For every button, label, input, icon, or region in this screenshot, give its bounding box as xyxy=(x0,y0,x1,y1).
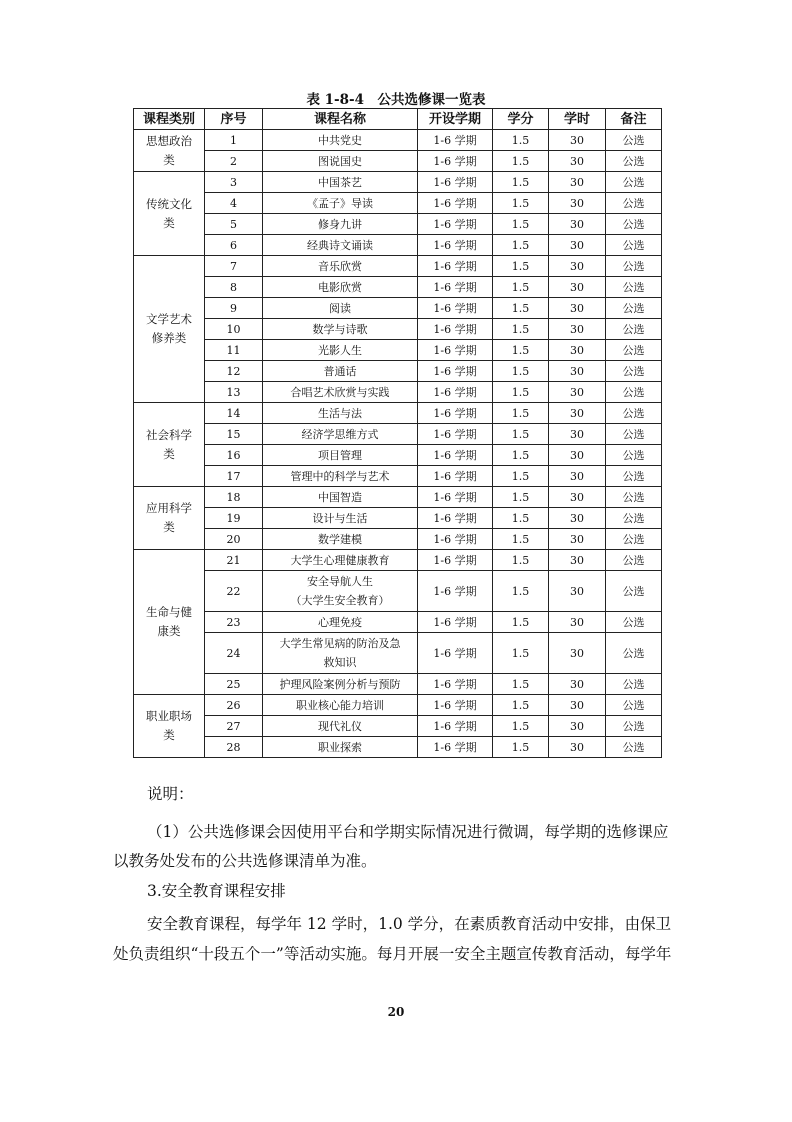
hours-cell: 30 xyxy=(549,361,606,382)
table-row xyxy=(134,674,662,695)
category-label-line: 类 xyxy=(163,446,175,461)
note-cell: 公选 xyxy=(606,172,662,193)
note-cell: 公选 xyxy=(606,508,662,529)
course-name-cell: 数学建模 xyxy=(263,529,418,550)
course-name-line: 安全导航人生 xyxy=(307,575,373,588)
table-row xyxy=(134,235,662,256)
elective-course-table xyxy=(133,108,662,758)
note-cell: 公选 xyxy=(606,674,662,695)
category-label-line: 生命与健 xyxy=(146,605,192,619)
term-cell: 1-6 学期 xyxy=(418,298,493,319)
term-cell: 1-6 学期 xyxy=(418,319,493,340)
number-cell: 22 xyxy=(205,571,263,612)
credit-cell: 1.5 xyxy=(493,716,549,737)
term-cell: 1-6 学期 xyxy=(418,277,493,298)
course-name-cell: 中国茶艺 xyxy=(263,172,418,193)
credit-cell: 1.5 xyxy=(493,612,549,633)
hours-cell: 30 xyxy=(549,256,606,277)
number-cell: 10 xyxy=(205,319,263,340)
course-name-cell: 管理中的科学与艺术 xyxy=(263,466,418,487)
course-name-cell: 《孟子》导读 xyxy=(263,193,418,214)
number-cell: 4 xyxy=(205,193,263,214)
table-row xyxy=(134,571,662,612)
term-cell: 1-6 学期 xyxy=(418,508,493,529)
credit-cell: 1.5 xyxy=(493,674,549,695)
credit-cell: 1.5 xyxy=(493,571,549,612)
table-row xyxy=(134,214,662,235)
category-cell xyxy=(134,695,205,758)
course-name-cell: 阅读 xyxy=(263,298,418,319)
category-cell xyxy=(134,403,205,487)
credit-cell: 1.5 xyxy=(493,737,549,758)
credit-cell: 1.5 xyxy=(493,695,549,716)
category-label-line: 康类 xyxy=(157,624,181,638)
credit-cell: 1.5 xyxy=(493,424,549,445)
header-number: 序号 xyxy=(205,109,263,130)
table-row xyxy=(134,529,662,550)
note-cell: 公选 xyxy=(606,382,662,403)
table-row xyxy=(134,716,662,737)
credit-cell: 1.5 xyxy=(493,529,549,550)
hours-cell: 30 xyxy=(549,550,606,571)
note-cell: 公选 xyxy=(606,151,662,172)
term-cell: 1-6 学期 xyxy=(418,674,493,695)
credit-cell: 1.5 xyxy=(493,256,549,277)
hours-cell: 30 xyxy=(549,214,606,235)
page-number: 20 xyxy=(387,1005,405,1019)
course-name-cell: 心理免疫 xyxy=(263,612,418,633)
hours-cell: 30 xyxy=(549,403,606,424)
hours-cell: 30 xyxy=(549,529,606,550)
note-cell: 公选 xyxy=(606,319,662,340)
credit-cell: 1.5 xyxy=(493,340,549,361)
course-name-cell: 修身九讲 xyxy=(263,214,418,235)
table-row xyxy=(134,612,662,633)
hours-cell: 30 xyxy=(549,277,606,298)
note-cell: 公选 xyxy=(606,403,662,424)
explanation-label: 说明： xyxy=(147,785,194,803)
note-cell: 公选 xyxy=(606,633,662,674)
hours-cell: 30 xyxy=(549,571,606,612)
number-cell: 15 xyxy=(205,424,263,445)
note-cell: 公选 xyxy=(606,612,662,633)
course-name-cell: 设计与生活 xyxy=(263,508,418,529)
number-cell: 3 xyxy=(205,172,263,193)
credit-cell: 1.5 xyxy=(493,214,549,235)
table-header-row xyxy=(134,109,662,130)
table-row xyxy=(134,172,662,193)
number-cell: 9 xyxy=(205,298,263,319)
hours-cell: 30 xyxy=(549,466,606,487)
table-row xyxy=(134,633,662,674)
number-cell: 16 xyxy=(205,445,263,466)
table-row xyxy=(134,277,662,298)
hours-cell: 30 xyxy=(549,487,606,508)
hours-cell: 30 xyxy=(549,612,606,633)
course-name-cell: 光影人生 xyxy=(263,340,418,361)
term-cell: 1-6 学期 xyxy=(418,256,493,277)
paragraph-line-1: 安全教育课程，每学年 12 学时，1.0 学分，在素质教育活动中安排，由保卫 xyxy=(147,915,672,933)
number-cell: 28 xyxy=(205,737,263,758)
table-row xyxy=(134,382,662,403)
course-name-cell: 现代礼仪 xyxy=(263,716,418,737)
category-label-line: 类 xyxy=(163,215,175,230)
hours-cell: 30 xyxy=(549,695,606,716)
hours-cell: 30 xyxy=(549,445,606,466)
number-cell: 24 xyxy=(205,633,263,674)
course-name-cell: 项目管理 xyxy=(263,445,418,466)
course-name-line: 大学生常见病的防治及急 xyxy=(279,637,401,650)
hours-cell: 30 xyxy=(549,235,606,256)
table-row xyxy=(134,695,662,716)
header-category: 课程类别 xyxy=(134,109,205,130)
table-row xyxy=(134,130,662,151)
course-name-cell: 电影欣赏 xyxy=(263,277,418,298)
term-cell: 1-6 学期 xyxy=(418,466,493,487)
number-cell: 13 xyxy=(205,382,263,403)
category-label-line: 思想政治 xyxy=(146,133,192,148)
course-name-cell: 护理风险案例分析与预防 xyxy=(263,674,418,695)
credit-cell: 1.5 xyxy=(493,382,549,403)
credit-cell: 1.5 xyxy=(493,550,549,571)
category-cell xyxy=(134,256,205,403)
number-cell: 20 xyxy=(205,529,263,550)
course-name-cell xyxy=(263,633,418,674)
hours-cell: 30 xyxy=(549,382,606,403)
credit-cell: 1.5 xyxy=(493,319,549,340)
note-cell: 公选 xyxy=(606,695,662,716)
credit-cell: 1.5 xyxy=(493,361,549,382)
course-name-line: 救知识 xyxy=(323,656,357,669)
course-name-cell: 普通话 xyxy=(263,361,418,382)
note-cell: 公选 xyxy=(606,130,662,151)
header-term: 开设学期 xyxy=(418,109,493,130)
hours-cell: 30 xyxy=(549,193,606,214)
credit-cell: 1.5 xyxy=(493,298,549,319)
term-cell: 1-6 学期 xyxy=(418,529,493,550)
term-cell: 1-6 学期 xyxy=(418,612,493,633)
number-cell: 26 xyxy=(205,695,263,716)
category-label-line: 文学艺术 xyxy=(146,312,192,326)
credit-cell: 1.5 xyxy=(493,172,549,193)
table-row xyxy=(134,151,662,172)
hours-cell: 30 xyxy=(549,319,606,340)
number-cell: 2 xyxy=(205,151,263,172)
number-cell: 12 xyxy=(205,361,263,382)
credit-cell: 1.5 xyxy=(493,277,549,298)
number-cell: 19 xyxy=(205,508,263,529)
term-cell: 1-6 学期 xyxy=(418,445,493,466)
term-cell: 1-6 学期 xyxy=(418,550,493,571)
table-row xyxy=(134,361,662,382)
term-cell: 1-6 学期 xyxy=(418,424,493,445)
note-cell: 公选 xyxy=(606,256,662,277)
term-cell: 1-6 学期 xyxy=(418,130,493,151)
table-row xyxy=(134,298,662,319)
category-label-line: 类 xyxy=(163,152,175,167)
course-name-cell: 生活与法 xyxy=(263,403,418,424)
table-row xyxy=(134,550,662,571)
note-cell: 公选 xyxy=(606,235,662,256)
course-name-cell: 职业探索 xyxy=(263,737,418,758)
course-name-cell: 音乐欣赏 xyxy=(263,256,418,277)
header-hours: 学时 xyxy=(549,109,606,130)
course-name-cell: 大学生心理健康教育 xyxy=(263,550,418,571)
note-cell: 公选 xyxy=(606,716,662,737)
term-cell: 1-6 学期 xyxy=(418,382,493,403)
table-row xyxy=(134,403,662,424)
category-label-line: 传统文化 xyxy=(146,196,192,211)
note-cell: 公选 xyxy=(606,424,662,445)
credit-cell: 1.5 xyxy=(493,633,549,674)
category-cell xyxy=(134,487,205,550)
credit-cell: 1.5 xyxy=(493,466,549,487)
note-cell: 公选 xyxy=(606,529,662,550)
hours-cell: 30 xyxy=(549,424,606,445)
term-cell: 1-6 学期 xyxy=(418,737,493,758)
note-cell: 公选 xyxy=(606,445,662,466)
hours-cell: 30 xyxy=(549,340,606,361)
number-cell: 7 xyxy=(205,256,263,277)
credit-cell: 1.5 xyxy=(493,235,549,256)
note-cell: 公选 xyxy=(606,298,662,319)
hours-cell: 30 xyxy=(549,298,606,319)
table-body xyxy=(134,130,662,758)
category-label-line: 社会科学 xyxy=(146,427,192,442)
number-cell: 8 xyxy=(205,277,263,298)
course-name-cell: 经济学思维方式 xyxy=(263,424,418,445)
table-row xyxy=(134,193,662,214)
number-cell: 25 xyxy=(205,674,263,695)
category-label-line: 修养类 xyxy=(151,331,187,345)
hours-cell: 30 xyxy=(549,633,606,674)
hours-cell: 30 xyxy=(549,130,606,151)
credit-cell: 1.5 xyxy=(493,193,549,214)
table-row xyxy=(134,466,662,487)
category-label-line: 职业职场 xyxy=(146,709,192,723)
number-cell: 14 xyxy=(205,403,263,424)
term-cell: 1-6 学期 xyxy=(418,716,493,737)
course-name-cell xyxy=(263,571,418,612)
hours-cell: 30 xyxy=(549,151,606,172)
note-cell: 公选 xyxy=(606,737,662,758)
section-heading: 3.安全教育课程安排 xyxy=(147,882,286,900)
header-course-name: 课程名称 xyxy=(263,109,418,130)
table-row xyxy=(134,487,662,508)
paragraph-line-2: 处负责组织“十段五个一”等活动实施。每月开展一安全主题宣传教育活动，每学年 xyxy=(113,945,672,963)
category-cell xyxy=(134,172,205,256)
table-row xyxy=(134,508,662,529)
term-cell: 1-6 学期 xyxy=(418,633,493,674)
term-cell: 1-6 学期 xyxy=(418,214,493,235)
table-caption: 表 1-8-4 公共选修课一览表 xyxy=(306,92,486,108)
course-name-cell: 合唱艺术欣赏与实践 xyxy=(263,382,418,403)
hours-cell: 30 xyxy=(549,674,606,695)
note-cell: 公选 xyxy=(606,193,662,214)
note-cell: 公选 xyxy=(606,214,662,235)
credit-cell: 1.5 xyxy=(493,508,549,529)
course-name-cell: 图说国史 xyxy=(263,151,418,172)
table-row xyxy=(134,445,662,466)
number-cell: 21 xyxy=(205,550,263,571)
term-cell: 1-6 学期 xyxy=(418,235,493,256)
term-cell: 1-6 学期 xyxy=(418,361,493,382)
category-label-line: 类 xyxy=(163,728,175,742)
note-cell: 公选 xyxy=(606,340,662,361)
table-row xyxy=(134,737,662,758)
category-label-line: 应用科学 xyxy=(146,501,192,515)
hours-cell: 30 xyxy=(549,716,606,737)
note-cell: 公选 xyxy=(606,466,662,487)
note-cell: 公选 xyxy=(606,361,662,382)
header-note: 备注 xyxy=(606,109,662,130)
note-cell: 公选 xyxy=(606,277,662,298)
course-name-cell: 职业核心能力培训 xyxy=(263,695,418,716)
note-cell: 公选 xyxy=(606,550,662,571)
table-row xyxy=(134,319,662,340)
number-cell: 6 xyxy=(205,235,263,256)
table-row xyxy=(134,424,662,445)
number-cell: 5 xyxy=(205,214,263,235)
category-label-line: 类 xyxy=(163,520,175,534)
table-row xyxy=(134,256,662,277)
term-cell: 1-6 学期 xyxy=(418,695,493,716)
credit-cell: 1.5 xyxy=(493,130,549,151)
term-cell: 1-6 学期 xyxy=(418,340,493,361)
hours-cell: 30 xyxy=(549,172,606,193)
note-item-1-line-2: 以教务处发布的公共选修课清单为准。 xyxy=(113,852,377,870)
term-cell: 1-6 学期 xyxy=(418,193,493,214)
term-cell: 1-6 学期 xyxy=(418,403,493,424)
course-name-line: （大学生安全教育） xyxy=(290,594,390,607)
hours-cell: 30 xyxy=(549,508,606,529)
term-cell: 1-6 学期 xyxy=(418,172,493,193)
credit-cell: 1.5 xyxy=(493,151,549,172)
hours-cell: 30 xyxy=(549,737,606,758)
number-cell: 27 xyxy=(205,716,263,737)
table-row xyxy=(134,340,662,361)
number-cell: 18 xyxy=(205,487,263,508)
course-name-cell: 中共党史 xyxy=(263,130,418,151)
term-cell: 1-6 学期 xyxy=(418,487,493,508)
course-name-cell: 数学与诗歌 xyxy=(263,319,418,340)
term-cell: 1-6 学期 xyxy=(418,571,493,612)
credit-cell: 1.5 xyxy=(493,445,549,466)
header-credit: 学分 xyxy=(493,109,549,130)
number-cell: 1 xyxy=(205,130,263,151)
credit-cell: 1.5 xyxy=(493,487,549,508)
note-cell: 公选 xyxy=(606,487,662,508)
category-cell xyxy=(134,550,205,695)
number-cell: 23 xyxy=(205,612,263,633)
course-name-cell: 经典诗文诵读 xyxy=(263,235,418,256)
credit-cell: 1.5 xyxy=(493,403,549,424)
course-name-cell: 中国智造 xyxy=(263,487,418,508)
category-cell xyxy=(134,130,205,172)
note-cell: 公选 xyxy=(606,571,662,612)
number-cell: 11 xyxy=(205,340,263,361)
term-cell: 1-6 学期 xyxy=(418,151,493,172)
note-item-1-line-1: （1）公共选修课会因使用平台和学期实际情况进行微调，每学期的选修课应 xyxy=(147,823,669,841)
number-cell: 17 xyxy=(205,466,263,487)
